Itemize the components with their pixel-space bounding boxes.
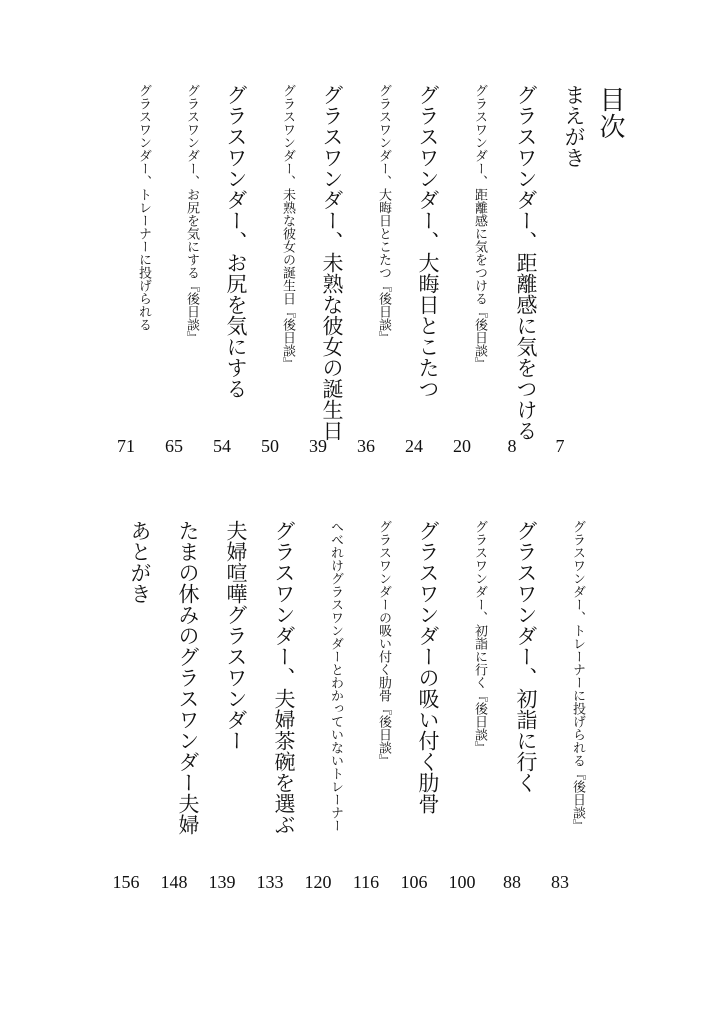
toc-entry-page-number: 83 (551, 872, 569, 892)
toc-entry-title: グラスワンダー、大晦日とこたつ (416, 84, 440, 399)
toc-entry-page-number: 7 (555, 436, 565, 456)
toc-entry[interactable] (150, 520, 198, 920)
toc-entry[interactable] (198, 520, 246, 920)
toc-entry-page-number: 20 (453, 436, 471, 456)
toc-entry-title: グラスワンダー、未熟な彼女の誕生日『後日談』 (280, 84, 295, 370)
toc-entry-page-number: 106 (400, 872, 428, 892)
toc-entry-title: グラスワンダー、トレーナーに投げられる『後日談』 (570, 520, 585, 832)
toc-entry[interactable] (536, 84, 584, 484)
toc-entry[interactable] (246, 520, 294, 920)
toc-entry-title: グラスワンダー、お尻を気にする (224, 84, 248, 399)
toc-entry-title: グラスワンダーの吸い付く肋骨『後日談』 (376, 520, 391, 767)
toc-entry-title: グラスワンダー、お尻を気にする『後日談』 (184, 84, 199, 344)
toc-entry[interactable] (438, 520, 486, 920)
toc-entry-page-number: 36 (357, 436, 375, 456)
toc-entry-title: グラスワンダー、夫婦茶碗を選ぶ (272, 520, 296, 835)
toc-entry-page-number: 54 (213, 436, 231, 456)
toc-entry-title: グラスワンダーの吸い付く肋骨 (416, 520, 440, 814)
toc-entry[interactable] (536, 520, 584, 920)
toc-entry[interactable] (294, 520, 342, 920)
toc-entry[interactable] (246, 84, 294, 484)
toc-entry[interactable] (342, 520, 390, 920)
toc-entry-title: まえがき (562, 84, 586, 168)
toc-entry-page-number: 156 (112, 872, 140, 892)
toc-entry-title: グラスワンダー、トレーナーに投げられる (136, 84, 151, 331)
toc-entry-page-number: 148 (160, 872, 188, 892)
toc-entry-page-number: 100 (448, 872, 476, 892)
toc-entry-page-number: 116 (352, 872, 380, 892)
toc-entry-page-number: 133 (256, 872, 284, 892)
toc-entry-title: 夫婦喧嘩グラスワンダー (224, 520, 248, 751)
toc-entry-title: グラスワンダー、初詣に行く『後日談』 (472, 520, 487, 754)
toc-entry-title: へべれけグラスワンダーとわかっていないトレーナー (328, 520, 343, 832)
toc-entry-page-number: 120 (304, 872, 332, 892)
toc-entry[interactable] (150, 84, 198, 484)
toc-entry[interactable] (488, 84, 536, 484)
toc-entry[interactable] (488, 520, 536, 920)
toc-entry[interactable] (390, 520, 438, 920)
toc-entry-page-number: 50 (261, 436, 279, 456)
toc-entry-page-number: 39 (309, 436, 327, 456)
toc-entry[interactable] (294, 84, 342, 484)
toc-entry-page-number: 71 (117, 436, 135, 456)
toc-entry[interactable] (102, 520, 150, 920)
toc-entry-title: グラスワンダー、未熟な彼女の誕生日 (320, 84, 344, 441)
toc-entry-page-number: 8 (507, 436, 517, 456)
toc-entry-title: グラスワンダー、距離感に気をつける (514, 84, 538, 441)
toc-entry[interactable] (342, 84, 390, 484)
toc-entry[interactable] (102, 84, 150, 484)
toc-entry[interactable] (390, 84, 438, 484)
toc-entry-page-number: 88 (503, 872, 521, 892)
toc-entry-title: グラスワンダー、大晦日とこたつ『後日談』 (376, 84, 391, 344)
page-title: 目次 (595, 86, 625, 140)
toc-entry[interactable] (198, 84, 246, 484)
toc-entry-title: グラスワンダー、初詣に行く (514, 520, 538, 793)
toc-entry-title: あとがき (128, 520, 152, 604)
toc-entry-page-number: 24 (405, 436, 423, 456)
toc-entry-title: たまの休みのグラスワンダー夫婦 (176, 520, 200, 835)
toc-entry-title: グラスワンダー、距離感に気をつける『後日談』 (472, 84, 487, 370)
toc-entry-page-number: 139 (208, 872, 236, 892)
toc-entry[interactable] (438, 84, 486, 484)
toc-entry-page-number: 65 (165, 436, 183, 456)
